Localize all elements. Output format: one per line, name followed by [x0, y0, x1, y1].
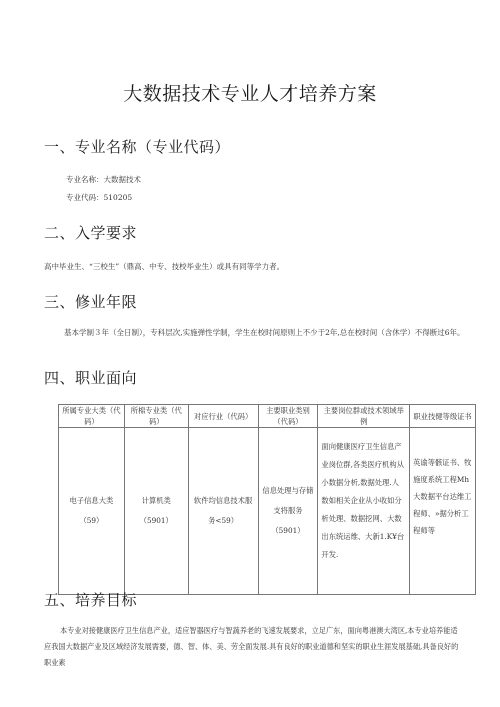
table-header-cell: 对应行业（代码） [188, 405, 258, 428]
table-header-cell: 主要职业类别（代码） [258, 405, 318, 428]
table-cell-major-class: 计算机类（5901） [124, 428, 188, 595]
major-name-line: 专业名称：大数据技术 [66, 175, 141, 184]
major-code-line: 专业代码：510205 [66, 193, 133, 202]
table-header-cell: 职业技健等级证书 [410, 405, 476, 428]
training-goal-text: 本专业对接健康医疗卫生信息产业，适应智器医疗与智蔬养老的飞速发展要求，立足广东，面向粤港澳大湾区,本专业培养能适应我国大数据产业及区域经济发展需要，德、智、体、美、劳全面发展.具有良好的职业道德和坚实的职业生涯发展基础,具备良好的职业素 [44, 626, 459, 667]
document-title: 大数据技术专业人才培养方案 [123, 83, 377, 105]
table-header-cell: 所棉专业类（代码） [124, 405, 188, 428]
table-header-cell: 主要岗位群或技术领域举例 [318, 405, 410, 428]
table-cell-positions: 面向健康医疗卫生信息产业岗位群,各类医疗机构从小数据分析,数据处理.人数如相关企业从小收如分析处理、数据挖网、大数出东统运维、大新1.K¥台开发. [318, 428, 410, 595]
section-heading-career: 四、职业面向 [44, 369, 138, 387]
table-cell-occupation: 信息处理与存储支将服务（5901） [258, 428, 318, 595]
table-row [59, 428, 476, 595]
table-header-row [59, 405, 476, 428]
section-heading-admission: 二、入学要求 [44, 224, 138, 242]
duration-text: 基本学制３年（全日制），专科层次,实施弹性学制，学生在校时间原则上不少于2年,总在校时间（含休学）不得断过6年。 [64, 328, 465, 337]
section-heading-duration: 三、修业年限 [44, 293, 138, 311]
table-cell-major-category: 电子信息大类（59） [59, 428, 125, 595]
career-table [58, 404, 476, 595]
section-heading-training-goal: 五、培养目标 [44, 591, 138, 609]
table-header-cell: 所属专业大类（代码） [59, 405, 125, 428]
table-cell-industry: 软件均信息技术服务<59） [188, 428, 258, 595]
section-heading-major-name: 一、专业名称（专业代码） [44, 138, 231, 156]
admission-text: 高中毕业生、“三校生”（鼎高、中专、技校毕业生）或具有同等学力者。 [44, 262, 285, 271]
table-cell-certificates: 英谕等骸证书、牧施度系统工程Mh大数据平台达维工程师、»据分析工程师等 [410, 428, 476, 595]
